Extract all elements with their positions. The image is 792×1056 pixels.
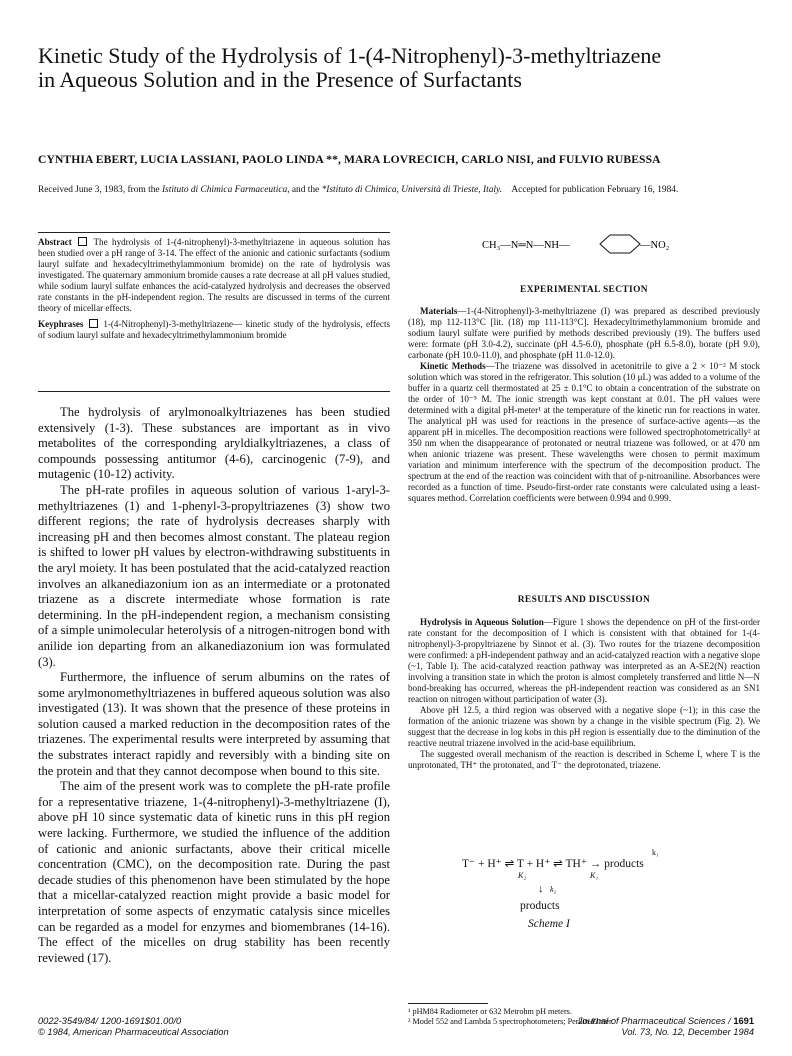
scheme-rate-k1: k₁ (652, 848, 659, 857)
journal-name: Journal of Pharmaceutical Sciences / (577, 1016, 734, 1026)
article-code: 0022-3549/84/ 1200-1691$01.00/0 (38, 1016, 182, 1026)
kinetic-paragraph: Kinetic Methods—The triazene was dissolved in acetonitrile to give a 2 × 10⁻² M stock solution which was stored in the refrigerator. This solution (10 μL) was added to a volume of the buffer in a quartz cell thermostated at 25 ± 0.1°C to obtain a concentration of the substrate on the order of 10⁻⁵ M. The ionic strength was kept constant at 0.01. The pH values were determined with a digital pH-meter¹ at the temperature of the kinetic run for reactions in water. The analytical pH was used for reactions in the presence of surface-active agents—as the apparent pH in micelles. The decomposition reactions were followed spectrophotometrically² at 350 nm when the disappearance of protonated or neutral triazene was followed, or at 470 nm when anionic triazene was present. These wavelengths were chosen to permit maximum variation and minimum interference with the spectrum of the decomposition product. The spectrum at the end of the reaction was coincident with that of p-nitroaniline. Absorbances were recorded as a function of time. Pseudo-first-order rate constants were calculated using a least-squares method. Correlation coefficients were between 0.994 and 0.999. (408, 361, 760, 503)
intro-paragraph: Furthermore, the influence of serum albumins on the rates of some arylmonomethyltriazenes in buffered aqueous solution was also investigated (13). It was shown that the presence of these proteins in solution caused a marked reduction in the decomposition rates of the triazenes. The experimental results were interpreted by assuming that the substrates interact rapidly and reversibly with a binding site on the protein and that they cannot decompose when bound to this site. (38, 670, 390, 778)
scheme-label: Scheme I (528, 918, 570, 930)
hydrolysis-paragraph: Hydrolysis in Aqueous Solution—Figure 1 shows the dependence on pH of the first-order rate constant for the decomposition of I which is consistent with that obtained for 1-(4-nitrophenyl)-3-propyltriazene by Sinnot et al. (3). Two routes for the triazene decomposition were confirmed: a pH-independent pathway and an acid-catalyzed reaction with a negative slope (~1, Table I). The acid-catalyzed reaction pathway was interpreted as an A-SE2(N) reaction involving a transition state in which the proton is almost completely transferred and little N—N bond-breaking has occurred, whereas the pH-independent reaction was considered as an SN1 reaction on nitrogen without participation of water (3). (408, 617, 760, 704)
author-list: CYNTHIA EBERT, LUCIA LASSIANI, PAOLO LINDA **, MARA LOVRECICH, CARLO NISI, and FULVIO RUBESSA (38, 153, 661, 166)
down-arrow-icon: ↓ (538, 883, 544, 895)
scheme-eq-k1: K₁ (590, 871, 599, 880)
abstract-top-rule (38, 232, 390, 233)
above-ph-paragraph: Above pH 12.5, a third region was observed with a negative slope (~1); in this case the formation of the anionic triazene was shown by a change in the visible spectrum (Fig. 2). We suggest that the decrease in log kobs in this pH region is essentially due to the diminution of the reactive neutral triazene involved in the acid-base equilibrium. (408, 705, 760, 748)
scheme-eq-k2: K₂ (518, 871, 527, 880)
results-section (408, 617, 760, 771)
received-line: Received June 3, 1983, from the Istituto di Chimica Farmaceutica, and the *Istituto di Chimica, Università di Trieste, Italy. Accepted for publication February 16, 1984. (38, 185, 679, 195)
intro-paragraph: The aim of the present work was to complete the pH-rate profile for a representative triazene, 1-(4-nitrophenyl)-3-methyltriazene (I), above pH 10 since systematic data of kinetic runs in this pH region were lacking. Furthermore, we studied the influence of the addition of cationic and anionic surfactants, above their critical micelle concentration (CMC), on the decomposition rate. During the past decade studies of this phenomenon have been stimulated by the hope that a micellar-catalyzed reaction might provide a basic model for interpretation of some aspects of enzymatic catalysis since micelles can be regarded as a model for enzymes and biomembranes (14-16). The effect of the micelles on drug stability has been recently reviewed (17). (38, 779, 390, 965)
page-number: 1691 (733, 1016, 754, 1026)
scheme-rate-k2: k₂ (550, 885, 557, 894)
abstract: Abstract The hydrolysis of 1-(4-nitrophenyl)-3-methyltriazene in aqueous solution has been studied over a pH range of 3-14. The effect of the anionic and cationic surfactants (sodium lauryl sulfate and hexadecyltrimethylammonium bromide) on the rate of hydrolysis was investigated. The quaternary ammonium bromide causes a rate decrease at all pH values studied, while sodium lauryl sulfate enhances the acid-catalyzed hydrolysis and decreases the observed rate constants in the pH-independent region. The results are discussed in terms of the current theory of micellar effects. (38, 237, 390, 313)
footnote-rule (408, 1003, 488, 1004)
benzene-ring (600, 235, 640, 253)
box-icon (89, 319, 98, 328)
footer-right (578, 1016, 754, 1038)
volume-info: Vol. 73, No. 12, December 1984 (621, 1027, 754, 1037)
footnote: ¹ pHM84 Radiometer or 632 Metrohm pH meters. (408, 1007, 572, 1016)
scheme-equation: T⁻ + H⁺ ⇌ T + H⁺ ⇌ TH⁺ → products (462, 858, 644, 870)
copyright: © 1984, American Pharmaceutical Association (38, 1027, 229, 1037)
mechanism-paragraph: The suggested overall mechanism of the reaction is described in Scheme I, where T is the unprotonated, TH⁺ the protonated, and T⁻ the deprotonated, triazene. (408, 749, 760, 770)
footnote: ² Model 552 and Lambda 5 spectrophotometers; Perkin-Elmer. (408, 1016, 614, 1026)
footer-left (38, 1016, 229, 1038)
experimental-section (408, 306, 760, 504)
structure-left-text: CH₃—N═N—NH— (482, 240, 570, 251)
article-title: Kinetic Study of the Hydrolysis of 1-(4-Nitrophenyl)-3-methyltriazene in Aqueous Solution and in the Presence of Surfactants (38, 43, 662, 92)
abstract-bottom-rule (38, 391, 390, 392)
materials-paragraph: Materials—1-(4-Nitrophenyl)-3-methyltriazene (I) was prepared as described previously (18), mp 112-113°C [lit. (18) mp 111-113°C]. Hexadecyltrimethylammonium bromide and sodium lauryl sulfate were purified by methods described previously (19). The buffers used were: formate (pH 3.0-4.2), succinate (pH 4.5-6.0), phosphate (pH 6.5-8.0), borate (pH 9.0), carbonate (pH 10.0-11.0), and phosphate (pH 11.0-12.0). (408, 306, 760, 360)
keyphrases: Keyphrases 1-(4-Nitrophenyl)-3-methyltriazene— kinetic study of the hydrolysis, effects of sodium lauryl sulfate and hexadecyltrimethylammonium bromide (38, 319, 391, 340)
scheme-products: products (520, 900, 560, 912)
intro-paragraph: The hydrolysis of arylmonoalkyltriazenes has been studied extensively (1-3). These substances are important as in vivo metabolites of the corresponding aryldialkyltriazenes, a class of compounds possessing antitumor (4-6), carcinogenic (7-9), and mutagenic (10-12) activity. (38, 405, 390, 482)
introduction (38, 405, 390, 966)
experimental-heading: EXPERIMENTAL SECTION (520, 285, 648, 295)
intro-paragraph: The pH-rate profiles in aqueous solution of various 1-aryl-3-methyltriazenes (1) and 1-phenyl-3-propyltriazenes (3) show two different regions; the rate of hydrolysis decreases sharply with increasing pH and then becomes almost constant. The plateau region is shifted to lower pH values by electron-withdrawing substituents in the aryl moiety. It has been postulated that the acid-catalyzed reaction involves an alkanediazonium ion as an intermediate or a protonated triazene as a discrete intermediate whose formation is rate determining. In the pH-independent region, a mechanism consisting of a simple unimolecular heterolysis of a nitrogen-nitrogen bond with anilide ion departing from an alkanediazonium ion was formulated (3). (38, 482, 390, 669)
chemical-structure (482, 232, 712, 256)
scheme-i (462, 848, 722, 948)
structure-right-text: —NO₂ (640, 240, 670, 251)
results-heading: RESULTS AND DISCUSSION (517, 595, 651, 605)
box-icon (78, 237, 87, 246)
